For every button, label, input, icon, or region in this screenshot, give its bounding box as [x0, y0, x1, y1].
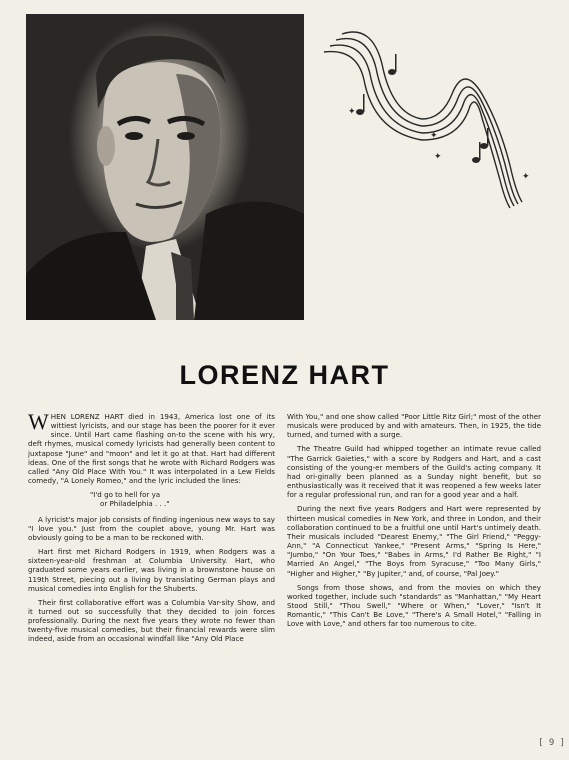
- page-title: LORENZ HART: [179, 360, 390, 390]
- verse-line: "I'd go to hell for ya: [90, 490, 161, 500]
- lyric-verse: [90, 490, 275, 508]
- article-paragraph: Their first collaborative effort was a Columbia Var-sity Show, and it turned out so successfully that they decided to join forces professionally. During the next five years they wrote no fewer than twenty-five musical comedies, but their financial rewards were slim indeed, aside from an occasional windfall like "Any Old Place: [28, 597, 275, 644]
- svg-text:✦: ✦: [348, 107, 356, 117]
- portrait-photo: [26, 14, 304, 320]
- svg-text:✦: ✦: [430, 131, 438, 141]
- music-staff-ribbon-illustration: [312, 24, 552, 214]
- article-paragraph: Hart first met Richard Rodgers in 1919, when Rodgers was a sixteen-year-old freshman at Columbia University. Hart, who graduated some years earlier, was living in a brownstone house on 119th Street, piecing out a living by translating German plays and musical comedies into English for the Shuberts.: [28, 547, 275, 593]
- article-paragraph: During the next five years Rodgers and Hart were represented by thirteen musical comedies in New York, and three in London, and their collaboration continued to be a fruitful one until Hart's untimely death. Their musicals included "Dearest Enemy," "The Girl Friend," "Peggy-Ann," "A Connecticut Yankee," "Present Arms," "Spring Is Here," "Jumbo," "On Your Toes," "Babes in Arms," I'd Rather Be Right," "I Married An Angel," "The Boys from Syracuse," "Too Many Girls," "Higher and Higher," "By Jupiter," and, of course, "Pal Joey.": [287, 504, 541, 578]
- drop-cap: W: [28, 409, 49, 434]
- article-paragraph: With You," and one show called "Poor Little Ritz Girl;" most of the other musicals were produced by and with amateurs. Then, in 1925, the tide turned, and turned with a surge.: [287, 412, 541, 440]
- portrait-figure: [26, 14, 304, 320]
- article-paragraph: Songs from those shows, and from the movies on which they worked together, include such "standards" as "Manhattan," "My Heart Stood Still," "Thou Swell," "Where or When," "Lover," "Isn't It Romantic," "This Can't Be Love," "There's A Small Hotel," "Falling in Love with Love," and others far too numerous to cite.: [287, 582, 541, 629]
- article-paragraph: WHEN LORENZ HART died in 1943, America lost one of its wittiest lyricists, and our stage has been the poorer for it ever since. Until Hart came flashing on-to the scene with his wry, deft rhymes, musical comedy lyricists had generally been content to juxtapose "June" and "moon" and let it go at that. Hart had different ideas. One of the first songs that he wrote with Richard Rodgers was called "Any Old Place With You." It was interpolated in a Lew Fields comedy, "A Lonely Romeo," and the lyric included the lines:: [28, 409, 275, 486]
- svg-text:✦: ✦: [522, 172, 530, 182]
- page-number: [ 9 ]: [538, 738, 566, 748]
- article-column-left: [28, 409, 275, 649]
- article-paragraph: The Theatre Guild had whipped together an intimate revue called "The Garrick Gaieties," with a score by Rodgers and Hart, and a cast consisting of the young-er members of the Guild's acting company. It had ori-ginally been planned as a Sunday night benefit, but so enthusiastically was it received that it was reopened a few weeks later for a regular professional run, and ran for a good year and a half.: [287, 444, 541, 500]
- verse-line: or Philadelphia . . .": [100, 499, 170, 509]
- svg-text:✦: ✦: [434, 152, 442, 162]
- article-paragraph: A lyricist's major job consists of finding ingenious new ways to say "I love you." Just from the couplet above, young Mr. Hart was obviously going to be a man to be reckoned with.: [28, 514, 275, 542]
- article-column-right: [287, 412, 541, 633]
